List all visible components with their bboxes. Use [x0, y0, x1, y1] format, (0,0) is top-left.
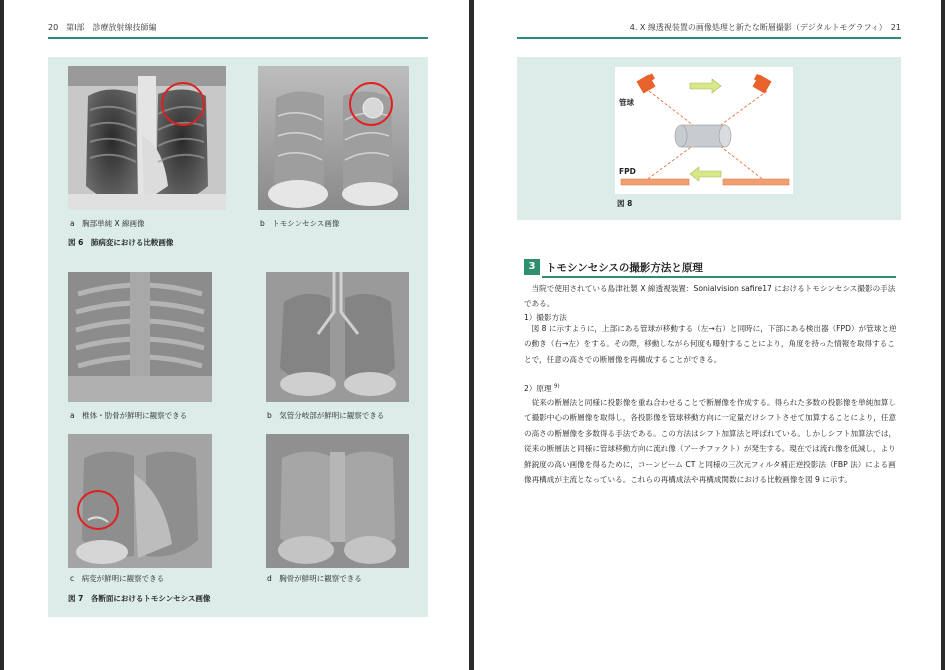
section-number: 3 [524, 259, 540, 275]
fig7d-caption: d 胸骨が鮮明に観察できる [267, 574, 362, 583]
subsection-2-title-text: 2）原理 [524, 384, 552, 393]
label-tube: 管球 [619, 98, 634, 107]
subsection-2-text: 従来の断層法と同様に投影像を重ね合わせることで断層像を作成する。得られた多数の投影像を単純加算して撮影中心の断層像を取得し，各投影像を管球移動方向に一定量だけシフトさせて加算することにより，任意の高さの断層像を多数得る手法である。この方法はシフト加算法と呼ばれている。しかしシフト加算法では，従来の断層法と同様に管球移動方向に流れ像（アーチファクト）が発生する。現在では流れ像を低減し，より鮮鋭度の高い画像を得るために，コーンビーム CT と同様の三次元フィルタ補正逆投影法（FBP 法）による画像再構成が主流となっている。これらの再構成法や再構成関数における比較画像を図 9 に示す。 [524, 398, 897, 485]
fig6-title: 図 6 肺病変における比較画像 [68, 238, 174, 247]
section-heading [524, 259, 896, 277]
left-running-header: 20 第Ⅰ部 診療放射線技師編 [48, 23, 157, 32]
subsection-2-reference: 9) [554, 383, 560, 390]
fig8-title: 図 8 [617, 199, 633, 208]
tomo-slice-sternum [266, 434, 409, 568]
intro-paragraph: 当院で使用されている島津社製 X 線透視装置：Sonialvision safire17 におけるトモシンセシス撮影の手法である。 [524, 284, 896, 309]
fig7a-caption: a 椎体・肋骨が鮮明に観察できる [70, 411, 188, 420]
lesion-marker-circle [77, 490, 119, 530]
section-rule [542, 276, 896, 278]
fig7c-caption: c 病変が鮮明に観察できる [70, 574, 165, 583]
subsection-1-text: 図 8 に示すように，上部にある管球が移動する（左→右）と同時に，下部にある検出器（FPD）が管球と逆の動き（右→左）をする。その際，移動しながら何度も曝射することにより，角度を持った情報を取得することで，任意の高さでの断層像を再構成することができる。 [524, 324, 897, 364]
label-fpd: FPD [619, 167, 636, 176]
section-title: トモシンセシスの撮影方法と原理 [546, 262, 703, 274]
chest-xray-image [68, 66, 226, 210]
fig6b-caption: b トモシンセシス画像 [260, 219, 340, 228]
left-header-rule [48, 37, 428, 39]
subsection-1-title: 1）撮影方法 [524, 313, 567, 322]
subsection-2-title [524, 383, 560, 394]
tomo-slice-bifurcation [266, 272, 409, 402]
right-header-rule [517, 37, 901, 39]
right-running-header: 4. X 線透視装置の画像処理と新たな断層撮影（デジタルトモグラフィ） 21 [629, 23, 901, 32]
left-page [4, 0, 469, 670]
lesion-marker-circle [349, 82, 393, 126]
right-page [474, 0, 941, 670]
lesion-marker-circle [161, 82, 205, 126]
tomo-slice-vertebrae [68, 272, 212, 402]
fig7-title: 図 7 各断面におけるトモシンセシス画像 [68, 594, 211, 603]
fig6a-caption: a 胸部単純 X 線画像 [70, 219, 145, 228]
fig8-diagram [615, 67, 793, 194]
fig7b-caption: b 気管分岐部が鮮明に観察できる [267, 411, 385, 420]
